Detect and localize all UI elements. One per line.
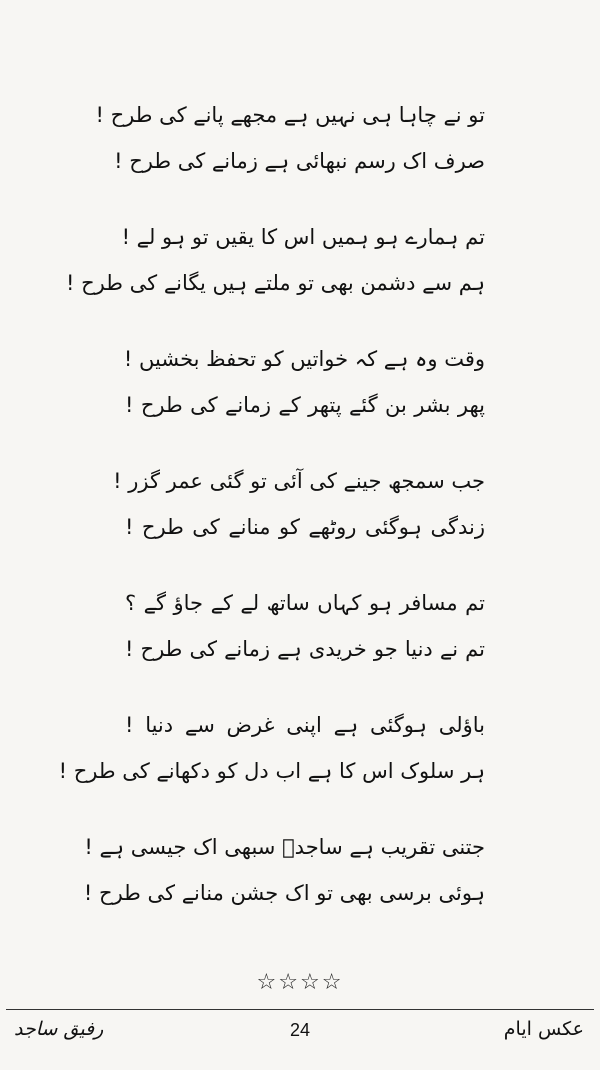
- book-title: عکس ایام: [503, 1018, 584, 1040]
- poem-line: وقت وہ ہے کہ خواتیں کو تحفظ بخشیں !: [123, 347, 485, 371]
- poem-line: ہم سے دشمن بھی تو ملتے ہیں یگانے کی طرح !: [66, 271, 485, 295]
- poem-line: جتنی تقریب ہے ساجدؔ سبھی اک جیسی ہے !: [84, 835, 485, 859]
- poem-line: باؤلی ہوگئی ہے اپنی غرض سے دنیا !: [125, 713, 485, 737]
- poem-line: پھر بشر بن گئے پتھر کے زمانے کی طرح !: [125, 393, 485, 417]
- poem-line: تم ہمارے ہو ہمیں اس کا یقیں تو ہو لے !: [121, 225, 485, 249]
- stanza: [113, 466, 485, 588]
- stanza: [83, 832, 485, 954]
- stanza: [125, 344, 485, 466]
- author-name: رفیق ساجد: [14, 1018, 104, 1040]
- stanza: [125, 588, 485, 710]
- page-number: 24: [289, 1020, 311, 1040]
- star-ornament: ☆☆☆☆: [256, 970, 344, 995]
- footer-rule: [6, 1009, 594, 1010]
- stanza: [58, 710, 485, 832]
- stanza: [95, 100, 485, 222]
- poem-line: ہوئی برسی بھی تو اک جشن منانے کی طرح !: [83, 881, 485, 905]
- poem-line: تم مسافر ہو کہاں ساتھ لے کے جاؤ گے ؟: [125, 591, 485, 615]
- poem-line: تم نے دنیا جو خریدی ہے زمانے کی طرح !: [125, 637, 485, 661]
- poem-line: ہر سلوک اس کا ہے اب دل کو دکھانے کی طرح !: [58, 759, 485, 783]
- poem-line: تو نے چاہا ہی نہیں ہے مجھے پانے کی طرح !: [95, 103, 485, 127]
- poem-line: زندگی ہوگئی روٹھے کو منانے کی طرح !: [125, 515, 485, 539]
- poem-line: جب سمجھ جینے کی آئی تو گئی عمر گزر !: [113, 469, 485, 493]
- stanza: [66, 222, 485, 344]
- poem-line: صرف اک رسم نبھائی ہے زمانے کی طرح !: [114, 149, 485, 173]
- ghazal-poem: [58, 100, 485, 954]
